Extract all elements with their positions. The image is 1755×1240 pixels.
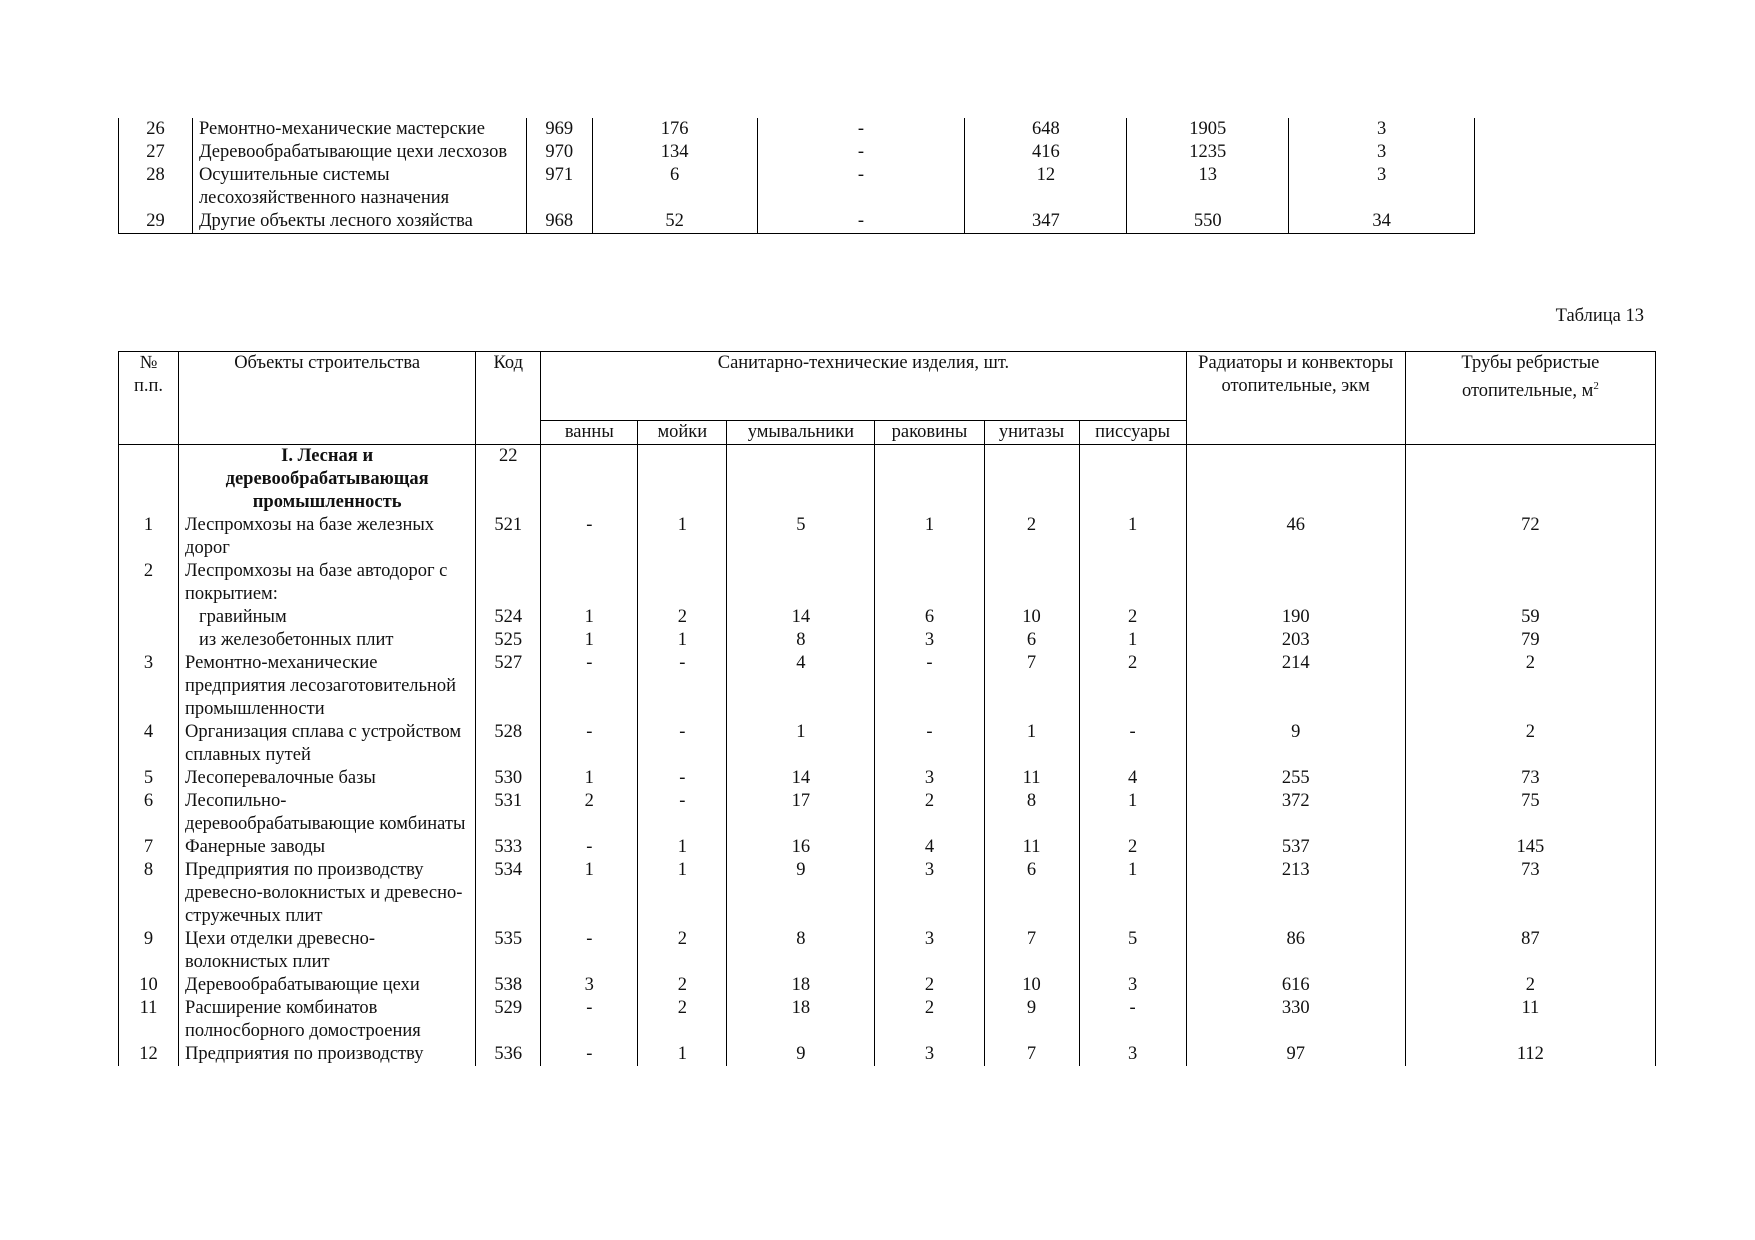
- subheader-6: писсуары: [1079, 421, 1186, 445]
- row-number: 4: [119, 721, 179, 767]
- row-pipes: 145: [1405, 836, 1655, 859]
- subheader-4: раковины: [875, 421, 984, 445]
- row-number: 26: [119, 118, 193, 141]
- row-value: 1: [638, 836, 727, 859]
- row-value: 2: [875, 974, 984, 997]
- row-value: -: [541, 836, 638, 859]
- row-value: 12: [965, 164, 1127, 210]
- row-value: 3: [875, 629, 984, 652]
- row-name: Фанерные заводы: [179, 836, 476, 859]
- row-value: 17: [727, 790, 875, 836]
- row-number: 2: [119, 560, 179, 606]
- row-code: 969: [526, 118, 592, 141]
- row-value: [638, 560, 727, 606]
- row-code: 521: [476, 514, 541, 560]
- row-value: 11: [984, 836, 1079, 859]
- row-value: 1: [1079, 790, 1186, 836]
- row-name: Лесопильно-деревообрабатывающие комбинаты: [179, 790, 476, 836]
- row-code: 968: [526, 210, 592, 234]
- row-number: 12: [119, 1043, 179, 1066]
- section-title: I. Лесная и деревообрабатывающая промышленность: [179, 445, 476, 515]
- header-code: Код: [476, 352, 541, 445]
- header-pipes: [1405, 352, 1655, 445]
- row-value: 6: [592, 164, 757, 210]
- row-number: 29: [119, 210, 193, 234]
- row-value: 1: [875, 514, 984, 560]
- previous-table-row: [119, 210, 1475, 234]
- row-value: 4: [1079, 767, 1186, 790]
- row-value: 18: [727, 997, 875, 1043]
- row-value: 1235: [1127, 141, 1289, 164]
- row-value: 5: [727, 514, 875, 560]
- row-radiators: 214: [1186, 652, 1405, 721]
- row-code: 529: [476, 997, 541, 1043]
- row-code: 531: [476, 790, 541, 836]
- row-value: [984, 560, 1079, 606]
- row-pipes: 72: [1405, 514, 1655, 560]
- row-name: Расширение комбинатов полносборного домостроения: [179, 997, 476, 1043]
- row-value: -: [875, 721, 984, 767]
- row-value: 3: [875, 859, 984, 928]
- row-radiators: [1186, 560, 1405, 606]
- row-number: 1: [119, 514, 179, 560]
- row-value: -: [757, 141, 965, 164]
- row-value: 2: [638, 974, 727, 997]
- table-body: [119, 445, 1656, 1067]
- row-value: 416: [965, 141, 1127, 164]
- header-radiators: Радиаторы и конвекторы отопительные, экм: [1186, 352, 1405, 445]
- row-code: 971: [526, 164, 592, 210]
- row-radiators: 46: [1186, 514, 1405, 560]
- row-radiators: 616: [1186, 974, 1405, 997]
- row-value: 11: [984, 767, 1079, 790]
- row-value: 1: [638, 629, 727, 652]
- row-value: 7: [984, 1043, 1079, 1066]
- row-value: -: [638, 767, 727, 790]
- row-value: 550: [1127, 210, 1289, 234]
- row-number: [119, 606, 179, 629]
- table-caption: Таблица 13: [1555, 306, 1644, 326]
- row-number: 10: [119, 974, 179, 997]
- row-value: 3: [1289, 118, 1475, 141]
- table-row: [119, 974, 1656, 997]
- row-code: 528: [476, 721, 541, 767]
- header-pipes-label: Трубы ребристые отопительные, м: [1461, 353, 1600, 402]
- row-code: 525: [476, 629, 541, 652]
- row-value: 3: [541, 974, 638, 997]
- row-value: -: [638, 790, 727, 836]
- row-value: 8: [984, 790, 1079, 836]
- row-radiators: 330: [1186, 997, 1405, 1043]
- row-value: 9: [984, 997, 1079, 1043]
- row-value: 6: [984, 629, 1079, 652]
- table-row: [119, 767, 1656, 790]
- subheader-1: ванны: [541, 421, 638, 445]
- row-value: 34: [1289, 210, 1475, 234]
- row-value: 3: [875, 767, 984, 790]
- row-value: 1: [638, 859, 727, 928]
- table-row: [119, 721, 1656, 767]
- row-value: 3: [875, 928, 984, 974]
- row-code: 535: [476, 928, 541, 974]
- row-value: -: [1079, 721, 1186, 767]
- row-value: 2: [638, 928, 727, 974]
- row-code: 538: [476, 974, 541, 997]
- header-number: № п.п.: [119, 352, 179, 445]
- row-pipes: 79: [1405, 629, 1655, 652]
- header-pipes-sup: 2: [1593, 380, 1599, 392]
- row-radiators: 190: [1186, 606, 1405, 629]
- row-value: -: [757, 118, 965, 141]
- previous-table-fragment: [118, 118, 1475, 234]
- row-value: [727, 560, 875, 606]
- row-radiators: 97: [1186, 1043, 1405, 1066]
- table-13: [118, 351, 1656, 1066]
- row-code: 970: [526, 141, 592, 164]
- row-radiators: 537: [1186, 836, 1405, 859]
- table-row: [119, 629, 1656, 652]
- row-number: 27: [119, 141, 193, 164]
- row-value: 1: [727, 721, 875, 767]
- row-value: 14: [727, 606, 875, 629]
- row-code: 536: [476, 1043, 541, 1066]
- row-pipes: 2: [1405, 652, 1655, 721]
- row-number: 11: [119, 997, 179, 1043]
- row-value: 1: [984, 721, 1079, 767]
- row-value: 10: [984, 974, 1079, 997]
- row-code: 534: [476, 859, 541, 928]
- row-value: 3: [875, 1043, 984, 1066]
- row-pipes: 73: [1405, 767, 1655, 790]
- row-value: 1: [1079, 514, 1186, 560]
- row-code: 530: [476, 767, 541, 790]
- header-sanitary: Санитарно-технические изделия, шт.: [541, 352, 1186, 421]
- row-name: гравийным: [179, 606, 476, 629]
- previous-table-row: [119, 118, 1475, 141]
- row-name: Предприятия по производству: [179, 1043, 476, 1066]
- table-row: [119, 928, 1656, 974]
- row-radiators: 213: [1186, 859, 1405, 928]
- row-number: 5: [119, 767, 179, 790]
- row-value: 9: [727, 859, 875, 928]
- row-pipes: 11: [1405, 997, 1655, 1043]
- row-value: 9: [727, 1043, 875, 1066]
- row-value: 2: [638, 997, 727, 1043]
- row-name: Осушительные системы лесохозяйственного назначения: [192, 164, 526, 210]
- table-row: [119, 1043, 1656, 1066]
- subheader-3: умывальники: [727, 421, 875, 445]
- row-value: 6: [984, 859, 1079, 928]
- row-value: 648: [965, 118, 1127, 141]
- row-number: 6: [119, 790, 179, 836]
- row-value: 13: [1127, 164, 1289, 210]
- row-value: 2: [1079, 652, 1186, 721]
- table-row: [119, 836, 1656, 859]
- row-number: 8: [119, 859, 179, 928]
- row-value: 347: [965, 210, 1127, 234]
- row-value: 18: [727, 974, 875, 997]
- table-row: [119, 859, 1656, 928]
- section-code: 22: [476, 445, 541, 515]
- row-radiators: 9: [1186, 721, 1405, 767]
- row-radiators: 203: [1186, 629, 1405, 652]
- row-value: 176: [592, 118, 757, 141]
- row-value: 10: [984, 606, 1079, 629]
- row-value: 1: [1079, 859, 1186, 928]
- row-value: -: [541, 928, 638, 974]
- table-row: [119, 606, 1656, 629]
- row-value: 4: [727, 652, 875, 721]
- row-name: Предприятия по производству древесно-волокнистых и древесно-стружечных плит: [179, 859, 476, 928]
- row-value: 3: [1289, 141, 1475, 164]
- row-code: 527: [476, 652, 541, 721]
- row-value: 6: [875, 606, 984, 629]
- row-name: Деревообрабатывающие цехи лесхозов: [192, 141, 526, 164]
- row-value: 2: [875, 790, 984, 836]
- row-value: 2: [541, 790, 638, 836]
- subheader-2: мойки: [638, 421, 727, 445]
- section-num: [119, 445, 179, 515]
- row-value: 2: [1079, 606, 1186, 629]
- row-value: 2: [1079, 836, 1186, 859]
- row-name: Другие объекты лесного хозяйства: [192, 210, 526, 234]
- row-value: 3: [1079, 974, 1186, 997]
- row-value: -: [757, 164, 965, 210]
- row-value: 4: [875, 836, 984, 859]
- row-number: 7: [119, 836, 179, 859]
- row-value: 1: [541, 859, 638, 928]
- row-value: 2: [638, 606, 727, 629]
- row-pipes: 75: [1405, 790, 1655, 836]
- row-value: 1: [541, 629, 638, 652]
- row-value: 8: [727, 629, 875, 652]
- row-number: 9: [119, 928, 179, 974]
- row-value: -: [1079, 997, 1186, 1043]
- row-name: Леспромхозы на базе автодорог с покрытием:: [179, 560, 476, 606]
- row-value: 14: [727, 767, 875, 790]
- row-value: -: [541, 721, 638, 767]
- row-pipes: [1405, 560, 1655, 606]
- table-row: [119, 652, 1656, 721]
- row-code: 524: [476, 606, 541, 629]
- row-pipes: 2: [1405, 974, 1655, 997]
- row-name: Деревообрабатывающие цехи: [179, 974, 476, 997]
- row-value: -: [638, 652, 727, 721]
- row-number: [119, 629, 179, 652]
- row-value: -: [541, 997, 638, 1043]
- row-value: -: [541, 514, 638, 560]
- row-name: Ремонтно-механические предприятия лесозаготовительной промышленности: [179, 652, 476, 721]
- section-row: [119, 445, 1656, 515]
- table-row: [119, 560, 1656, 606]
- row-number: 3: [119, 652, 179, 721]
- row-value: -: [541, 652, 638, 721]
- row-pipes: 87: [1405, 928, 1655, 974]
- row-value: -: [875, 652, 984, 721]
- row-value: 7: [984, 928, 1079, 974]
- row-name: Ремонтно-механические мастерские: [192, 118, 526, 141]
- row-value: 1905: [1127, 118, 1289, 141]
- row-value: 3: [1289, 164, 1475, 210]
- previous-table-row: [119, 141, 1475, 164]
- row-value: 52: [592, 210, 757, 234]
- row-code: [476, 560, 541, 606]
- row-value: -: [757, 210, 965, 234]
- row-radiators: 86: [1186, 928, 1405, 974]
- previous-table-body: [119, 118, 1475, 234]
- row-value: [541, 560, 638, 606]
- header-objects: Объекты строительства: [179, 352, 476, 445]
- table-row: [119, 514, 1656, 560]
- row-value: 2: [875, 997, 984, 1043]
- row-radiators: 372: [1186, 790, 1405, 836]
- row-name: Организация сплава с устройством сплавных путей: [179, 721, 476, 767]
- row-name: Лесоперевалочные базы: [179, 767, 476, 790]
- row-value: -: [541, 1043, 638, 1066]
- row-value: 1: [1079, 629, 1186, 652]
- table-header: [119, 352, 1656, 445]
- row-value: 7: [984, 652, 1079, 721]
- row-value: 1: [541, 767, 638, 790]
- row-value: [1079, 560, 1186, 606]
- table-row: [119, 997, 1656, 1043]
- row-pipes: 2: [1405, 721, 1655, 767]
- subheader-5: унитазы: [984, 421, 1079, 445]
- row-value: 16: [727, 836, 875, 859]
- row-code: 533: [476, 836, 541, 859]
- row-value: 8: [727, 928, 875, 974]
- row-number: 28: [119, 164, 193, 210]
- previous-table-row: [119, 164, 1475, 210]
- row-value: 3: [1079, 1043, 1186, 1066]
- row-value: [875, 560, 984, 606]
- row-value: 1: [541, 606, 638, 629]
- row-value: 1: [638, 1043, 727, 1066]
- table-row: [119, 790, 1656, 836]
- row-pipes: 73: [1405, 859, 1655, 928]
- row-value: 2: [984, 514, 1079, 560]
- row-value: 134: [592, 141, 757, 164]
- row-name: Цехи отделки древесно-волокнистых плит: [179, 928, 476, 974]
- row-name: из железобетонных плит: [179, 629, 476, 652]
- row-pipes: 59: [1405, 606, 1655, 629]
- row-value: 1: [638, 514, 727, 560]
- row-value: -: [638, 721, 727, 767]
- row-pipes: 112: [1405, 1043, 1655, 1066]
- row-name: Леспромхозы на базе железных дорог: [179, 514, 476, 560]
- row-value: 5: [1079, 928, 1186, 974]
- row-radiators: 255: [1186, 767, 1405, 790]
